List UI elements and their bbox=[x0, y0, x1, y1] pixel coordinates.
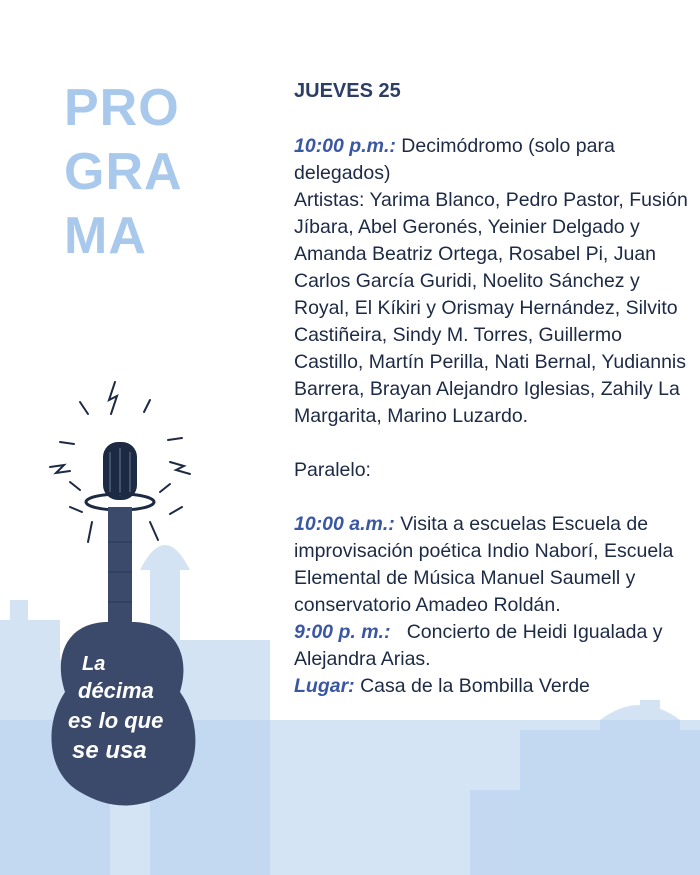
venue-label: Lugar: bbox=[294, 675, 355, 697]
event-text: Concierto de Heidi Igualada y Alejandra Arias. bbox=[294, 621, 667, 670]
emblem-text-line: se usa bbox=[72, 737, 147, 764]
event-artists: Artistas: Yarima Blanco, Pedro Pastor, Fusión Jíbara, Abel Geronés, Yeinier Delgado y Amanda Beatriz Ortega, Rosabel Pi, Juan Carlos García Guridi, Noelito Sánchez y Royal, El Kíkiri y Orismay Hernández, Silvito Castiñeira, Sindy M. Torres, Guillermo Castillo, Martín Perilla, Nati Bernal, Yudiannis Barrera, Brayan Alejandro Iglesias, Zahily La Margarita, Marino Luzardo. bbox=[294, 189, 688, 427]
event-time: 9:00 p. m.: bbox=[294, 621, 391, 643]
title-line: GRA bbox=[64, 143, 183, 201]
day-heading: JUEVES 25 bbox=[294, 80, 401, 102]
emblem-text-line: La bbox=[82, 653, 106, 675]
title-line: PRO bbox=[64, 79, 180, 137]
event-time: 10:00 a.m.: bbox=[294, 513, 395, 535]
program-title bbox=[64, 76, 183, 268]
event-text: Visita a escuelas Escuela de improvisación poética Indio Naborí, Escuela Elemental de Música Manuel Saumell y conservatorio Amadeo Roldán. bbox=[294, 513, 674, 616]
emblem-text-line: es lo que bbox=[68, 708, 164, 733]
event-school-visit bbox=[294, 511, 694, 619]
guitar-microphone-logo bbox=[40, 372, 230, 812]
program-schedule bbox=[294, 78, 694, 700]
event-concert bbox=[294, 619, 694, 673]
event-decimodromo bbox=[294, 133, 694, 430]
emblem-text-line: décima bbox=[78, 678, 154, 703]
event-venue bbox=[294, 673, 694, 700]
venue-text: Casa de la Bombilla Verde bbox=[354, 675, 590, 697]
parallel-label: Paralelo: bbox=[294, 459, 371, 481]
title-line: MA bbox=[64, 207, 147, 265]
event-time: 10:00 p.m.: bbox=[294, 135, 396, 157]
event-title: Decimódromo (solo para delegados) bbox=[294, 135, 615, 184]
